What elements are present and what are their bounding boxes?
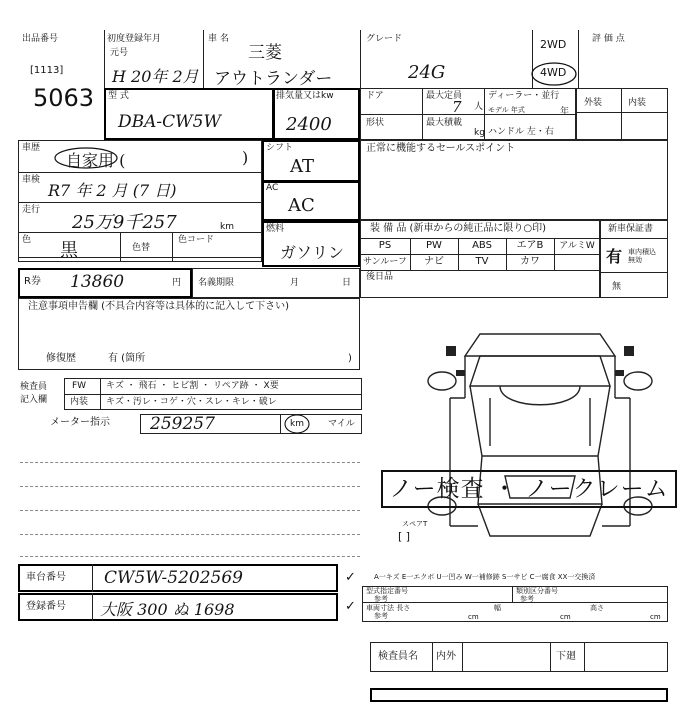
reference-label: 参考 [520, 595, 534, 603]
internal-label: 内外 [436, 651, 456, 662]
equipment-item: アルミW [559, 241, 595, 251]
grade-label: グレード [366, 34, 403, 44]
drive-4wd: 4WD [540, 66, 567, 79]
model-designation-label: 型式指定番号 [366, 587, 408, 595]
capacity-label: 最大定員 [426, 91, 463, 101]
equipment-item: サンルーフ [363, 257, 407, 267]
equipment-item: ABS [472, 240, 492, 251]
interior-label: 内装 [628, 98, 647, 108]
history-label: 車歴 [22, 143, 41, 153]
damage-legend: A一キズ E一エクボ U一凹み W一補修跡 S一サビ C一腐食 XX一交換済 [374, 573, 596, 581]
doors-label: ドア [366, 91, 384, 101]
expiry-day: 日 [342, 278, 352, 288]
first-reg-era-label: 元号 [110, 48, 129, 58]
recycle-value: 13860 [70, 272, 125, 292]
width-unit: cm [560, 613, 571, 621]
mileage-label: 走行 [22, 205, 41, 215]
chassis-label: 車台番号 [26, 572, 66, 583]
recycle-label: R券 [24, 276, 41, 287]
color-code-label: 色コード [178, 235, 215, 245]
equipment-item: PW [426, 240, 442, 251]
warranty-value: 有 [606, 247, 623, 266]
lower-label: 下廻 [556, 651, 576, 662]
meter-value: 259257 [150, 414, 215, 434]
check-icon: ✓ [345, 570, 356, 585]
meter-unit-circle [282, 413, 312, 435]
fw-items: キズ ・ 飛石 ・ ヒビ割 ・ リペア跡 ・ X要 [106, 381, 279, 391]
fuel-value: ガソリン [280, 243, 345, 262]
interior-items: キズ・汚レ・コゲ・穴・スレ・キレ・破レ [106, 397, 277, 407]
fuel-label: 燃料 [266, 224, 285, 234]
type-value: DBA-CW5W [118, 112, 221, 132]
blank-line [20, 556, 360, 557]
equipment-title: 装 備 品 (新車からの純正品に限り○印) [370, 223, 547, 234]
expiry-month: 月 [290, 278, 300, 288]
width-label: 幅 [494, 604, 501, 612]
equipment-item: TV [475, 256, 489, 267]
inspector-name-label: 検査員名 [378, 651, 418, 662]
ac-value: AC [288, 195, 315, 216]
vehicle-length-label: 車両寸法 長さ [366, 604, 411, 612]
equipment-item: ナビ [424, 256, 444, 267]
blank-line [20, 510, 360, 511]
model-year-label: モデル 年式 [488, 106, 525, 114]
repair-label: 修復歴 [46, 353, 76, 364]
color-label: 色 [22, 235, 32, 245]
check-icon: ✓ [345, 599, 356, 614]
warranty-none: 無 [612, 282, 622, 292]
history-selected-circle [52, 145, 122, 171]
notes-title: 注意事項申告欄 (不具合内容等は具体的に記入して下さい) [28, 301, 289, 312]
drive-selected-circle [530, 58, 580, 88]
no-inspection-banner: ノー検査 ・ ノークレーム [381, 470, 677, 508]
color-value: 黒 [60, 240, 78, 261]
height-unit: cm [650, 613, 661, 621]
history-value: 自家用 ( [66, 151, 126, 170]
blank-line [20, 534, 360, 535]
inspector-label-1: 検査員 [20, 382, 48, 392]
lot-label: 出品番号 [22, 34, 59, 44]
first-reg-label: 初度登録年月 [107, 34, 162, 44]
lot-number: 5063 [33, 84, 95, 112]
meter-unit-km: km [290, 419, 304, 429]
grade-value: 24G [408, 62, 446, 83]
mileage-value: 25万9千257 [72, 212, 177, 233]
displacement-label: 排気量又はkw [276, 91, 334, 101]
dealer-label: ディーラー・並行 [488, 91, 560, 101]
spare-bracket: [ ] [398, 530, 411, 543]
ac-label: AC [266, 183, 279, 193]
mileage-unit: km [220, 222, 234, 232]
capacity-unit: 人 [474, 102, 484, 112]
drive-2wd: 2WD [540, 38, 567, 51]
sales-point-label: 正常に機能するセールスポイント [366, 143, 516, 154]
chassis-value: CW5W-5202569 [104, 568, 243, 588]
meter-label: メーター指示 [50, 417, 110, 428]
warranty-label: 新車保証書 [608, 224, 654, 234]
capacity-value: 7 [452, 98, 462, 116]
maker-label: 車 名 [208, 34, 229, 44]
score-box [576, 88, 668, 140]
interior-inspect-label: 内装 [70, 397, 89, 407]
first-reg-value: H 20年 2月 [112, 67, 199, 86]
length-unit: cm [468, 613, 479, 621]
reference-label: 参考 [374, 612, 388, 620]
registration-label: 登録番号 [26, 601, 66, 612]
type-label: 型 式 [108, 91, 129, 101]
inspection-value: R7 年 2 月 (7 日) [48, 181, 177, 200]
reference-label: 参考 [374, 595, 388, 603]
lot-bracket: [1113] [30, 65, 64, 76]
aftermarket-label: 後日品 [366, 272, 394, 282]
inspector-label-2: 記入欄 [20, 395, 48, 405]
blank-line [20, 462, 360, 463]
shift-label: シフト [266, 143, 294, 153]
height-label: 高さ [590, 604, 604, 612]
history-close: ) [242, 148, 249, 167]
registration-value: 大阪 300 ぬ 1698 [100, 600, 235, 619]
warranty-note: 車内積込無効 [628, 248, 656, 264]
category-label: 類別区分番号 [516, 587, 558, 595]
shape-label: 形状 [366, 118, 385, 128]
repair-value: 有 (箇所 [108, 353, 146, 364]
load-unit: kg [474, 128, 485, 138]
displacement-value: 2400 [286, 114, 332, 135]
model-value: アウトランダー [214, 69, 333, 89]
expiry-label: 名義期限 [198, 278, 235, 288]
blank-line [20, 486, 360, 487]
equipment-item: カワ [520, 256, 540, 267]
score-label: 評 価 点 [592, 34, 625, 44]
inspection-label: 車検 [22, 175, 41, 185]
fw-label: FW [72, 381, 87, 391]
equipment-item: エアB [516, 240, 544, 251]
recycle-unit: 円 [172, 278, 182, 288]
shift-value: AT [290, 156, 315, 177]
color-change-label: 色替 [132, 243, 151, 253]
car-diagram [420, 326, 660, 556]
meter-unit-mile: マイル [328, 419, 355, 429]
equipment-item: PS [378, 240, 392, 251]
spare-label: スペアT [402, 520, 428, 528]
exterior-label: 外装 [584, 98, 603, 108]
handle-label: ハンドル 左・右 [488, 127, 554, 137]
maker-value: 三菱 [248, 43, 282, 63]
year-suffix: 年 [560, 107, 570, 117]
repair-close: ) [348, 353, 352, 364]
load-label: 最大積載 [426, 118, 463, 128]
